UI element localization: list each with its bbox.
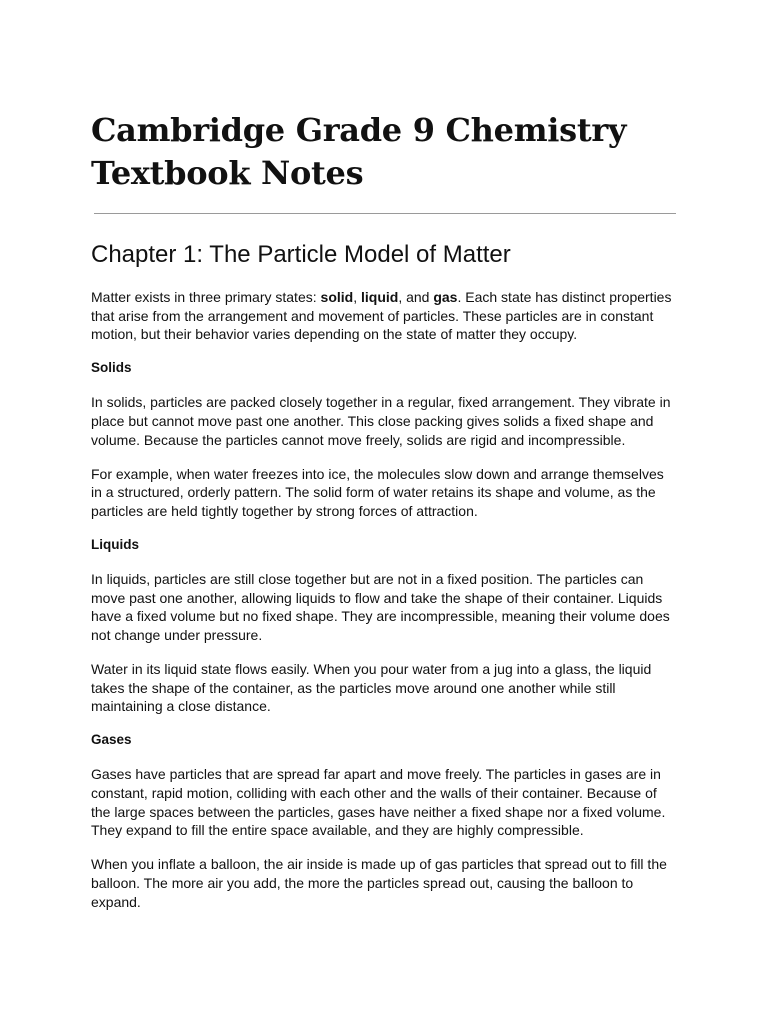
liquids-paragraph-2: Water in its liquid state flows easily. When you pour water from a jug into a glass, the liquid takes the shape of the container, as the particles move around one another while still maintaining a close distance. <box>91 661 652 715</box>
state-gas: gas <box>433 289 458 305</box>
intro-text-start: Matter exists in three primary states: <box>91 289 321 305</box>
intro-sep-1: , <box>353 289 361 305</box>
chapter-content <box>91 288 676 927</box>
section-heading-solids: Solids <box>91 360 132 376</box>
section-heading-liquids: Liquids <box>91 537 139 553</box>
section-heading-gases: Gases <box>91 732 132 748</box>
intro-sep-2: , and <box>398 289 434 305</box>
document-title-line1: Cambridge Grade 9 Chemistry <box>91 111 627 149</box>
solids-paragraph-1: In solids, particles are packed closely together in a regular, fixed arrangement. They vibrate in place but cannot move past one another. This close packing gives solids a fixed shape and volume. Because the particles cannot move freely, solids are rigid and incompressible. <box>91 394 671 448</box>
title-divider <box>94 213 676 214</box>
state-solid: solid <box>320 289 354 305</box>
liquids-paragraph-1: In liquids, particles are still close together but are not in a fixed position. The particles can move past one another, allowing liquids to flow and take the shape of their container. Liquids have a fixed volume but no fixed shape. They are incompressible, meaning their volume does not change under pressure. <box>91 571 670 643</box>
gases-paragraph-2: When you inflate a balloon, the air inside is made up of gas particles that spread out to fill the balloon. The more air you add, the more the particles spread out, causing the balloon to expand. <box>91 856 667 910</box>
chapter-heading: Chapter 1: The Particle Model of Matter <box>91 241 511 268</box>
document-title <box>91 109 676 195</box>
intro-text-end: . Each state has distinct properties that arise from the arrangement and movement of particles. These particles are in constant motion, but their behavior varies depending on the state of matter they occupy. <box>91 289 672 343</box>
state-liquid: liquid <box>360 289 399 305</box>
document-title-line2: Textbook Notes <box>91 154 364 192</box>
intro-paragraph <box>91 288 676 344</box>
gases-paragraph-1: Gases have particles that are spread far apart and move freely. The particles in gases are in constant, rapid motion, colliding with each other and the walls of their container. Because of the large spaces between the particles, gases have neither a fixed shape nor a fixed volume. They expand to fill the entire space available, and they are highly compressible. <box>91 766 666 839</box>
solids-paragraph-2: For example, when water freezes into ice, the molecules slow down and arrange themselves in a structured, orderly pattern. The solid form of water retains its shape and volume, as the particles are held tightly together by strong forces of attraction. <box>91 465 664 519</box>
